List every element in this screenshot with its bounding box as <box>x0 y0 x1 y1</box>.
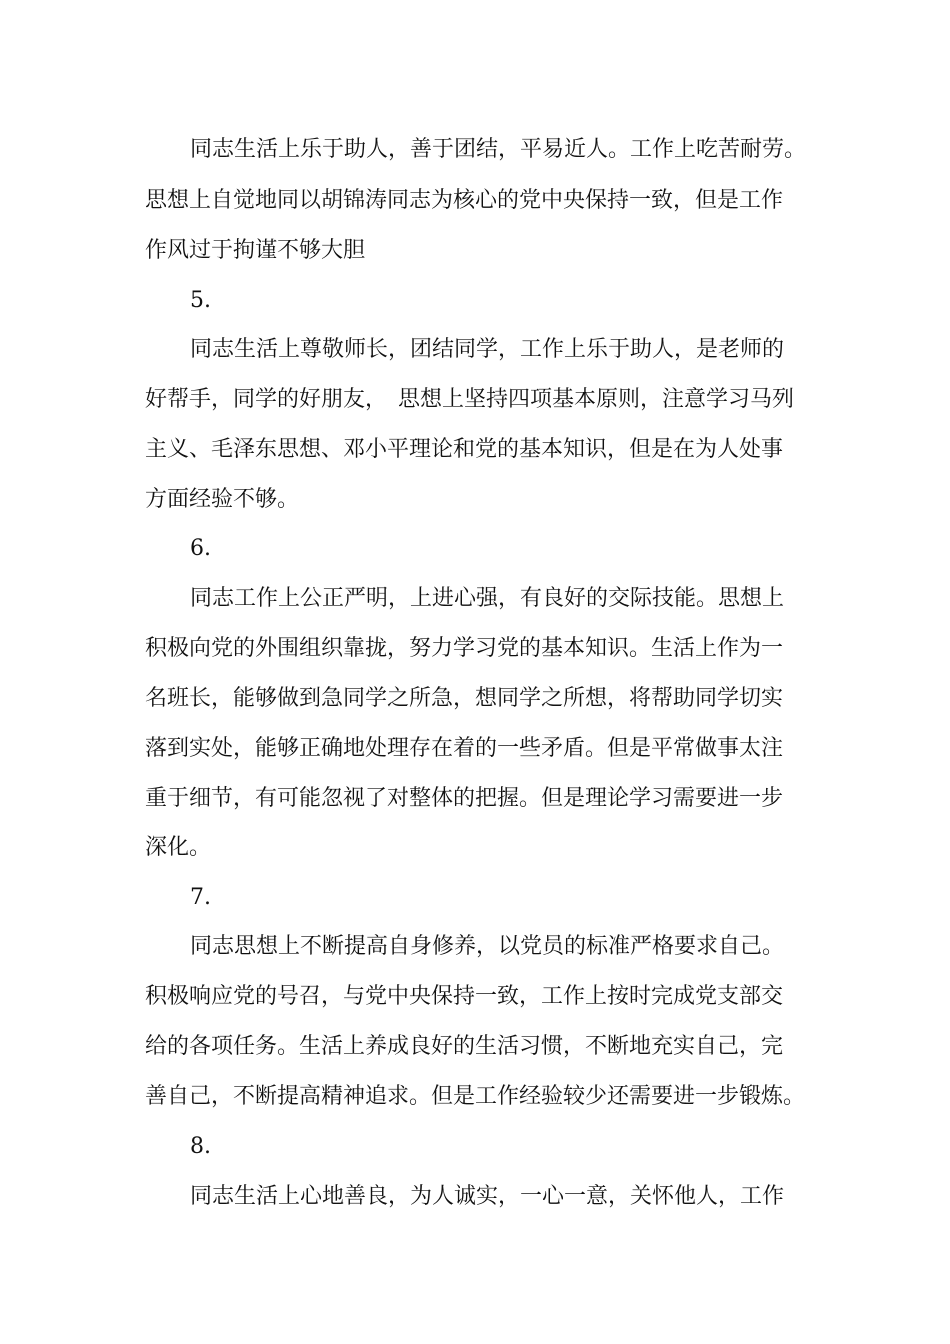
paragraph-6-line-3: 名班长，能够做到急同学之所急，想同学之所想，将帮助同学切实 <box>145 686 784 711</box>
item-number-5: 5. <box>190 288 211 313</box>
paragraph-5-line-1: 同志生活上尊敬师长，团结同学，工作上乐于助人，是老师的 <box>190 337 785 362</box>
paragraph-7-line-4: 善自己，不断提高精神追求。但是工作经验较少还需要进一步锻炼。 <box>145 1084 806 1109</box>
paragraph-6-line-1: 同志工作上公正严明，上进心强，有良好的交际技能。思想上 <box>190 586 785 611</box>
paragraph-5-line-3: 主义、毛泽东思想、邓小平理论和党的基本知识，但是在为人处事 <box>145 437 784 462</box>
paragraph-6-line-6: 深化。 <box>145 835 212 860</box>
paragraph-4-line-2: 思想上自觉地同以胡锦涛同志为核心的党中央保持一致，但是工作 <box>145 188 784 213</box>
paragraph-4-line-1: 同志生活上乐于助人，善于团结，平易近人。工作上吃苦耐劳。 <box>190 137 807 162</box>
item-number-7: 7. <box>190 885 211 910</box>
paragraph-7-line-2: 积极响应党的号召，与党中央保持一致，工作上按时完成党支部交 <box>145 984 784 1009</box>
paragraph-7-line-1: 同志思想上不断提高自身修养，以党员的标准严格要求自己。 <box>190 934 785 959</box>
item-number-8: 8. <box>190 1134 211 1159</box>
paragraph-7-line-3: 给的各项任务。生活上养成良好的生活习惯，不断地充实自己，完 <box>145 1034 784 1059</box>
paragraph-6-line-4: 落到实处，能够正确地处理存在着的一些矛盾。但是平常做事太注 <box>145 736 784 761</box>
paragraph-5-line-2: 好帮手，同学的好朋友， 思想上坚持四项基本原则，注意学习马列 <box>145 387 795 412</box>
item-number-6: 6. <box>190 536 211 561</box>
paragraph-6-line-5: 重于细节，有可能忽视了对整体的把握。但是理论学习需要进一步 <box>145 786 784 811</box>
paragraph-8-line-1: 同志生活上心地善良，为人诚实，一心一意，关怀他人，工作 <box>190 1184 785 1209</box>
paragraph-4-line-3: 作风过于拘谨不够大胆 <box>145 238 366 263</box>
paragraph-6-line-2: 积极向党的外围组织靠拢，努力学习党的基本知识。生活上作为一 <box>145 636 784 661</box>
paragraph-5-line-4: 方面经验不够。 <box>145 487 300 512</box>
